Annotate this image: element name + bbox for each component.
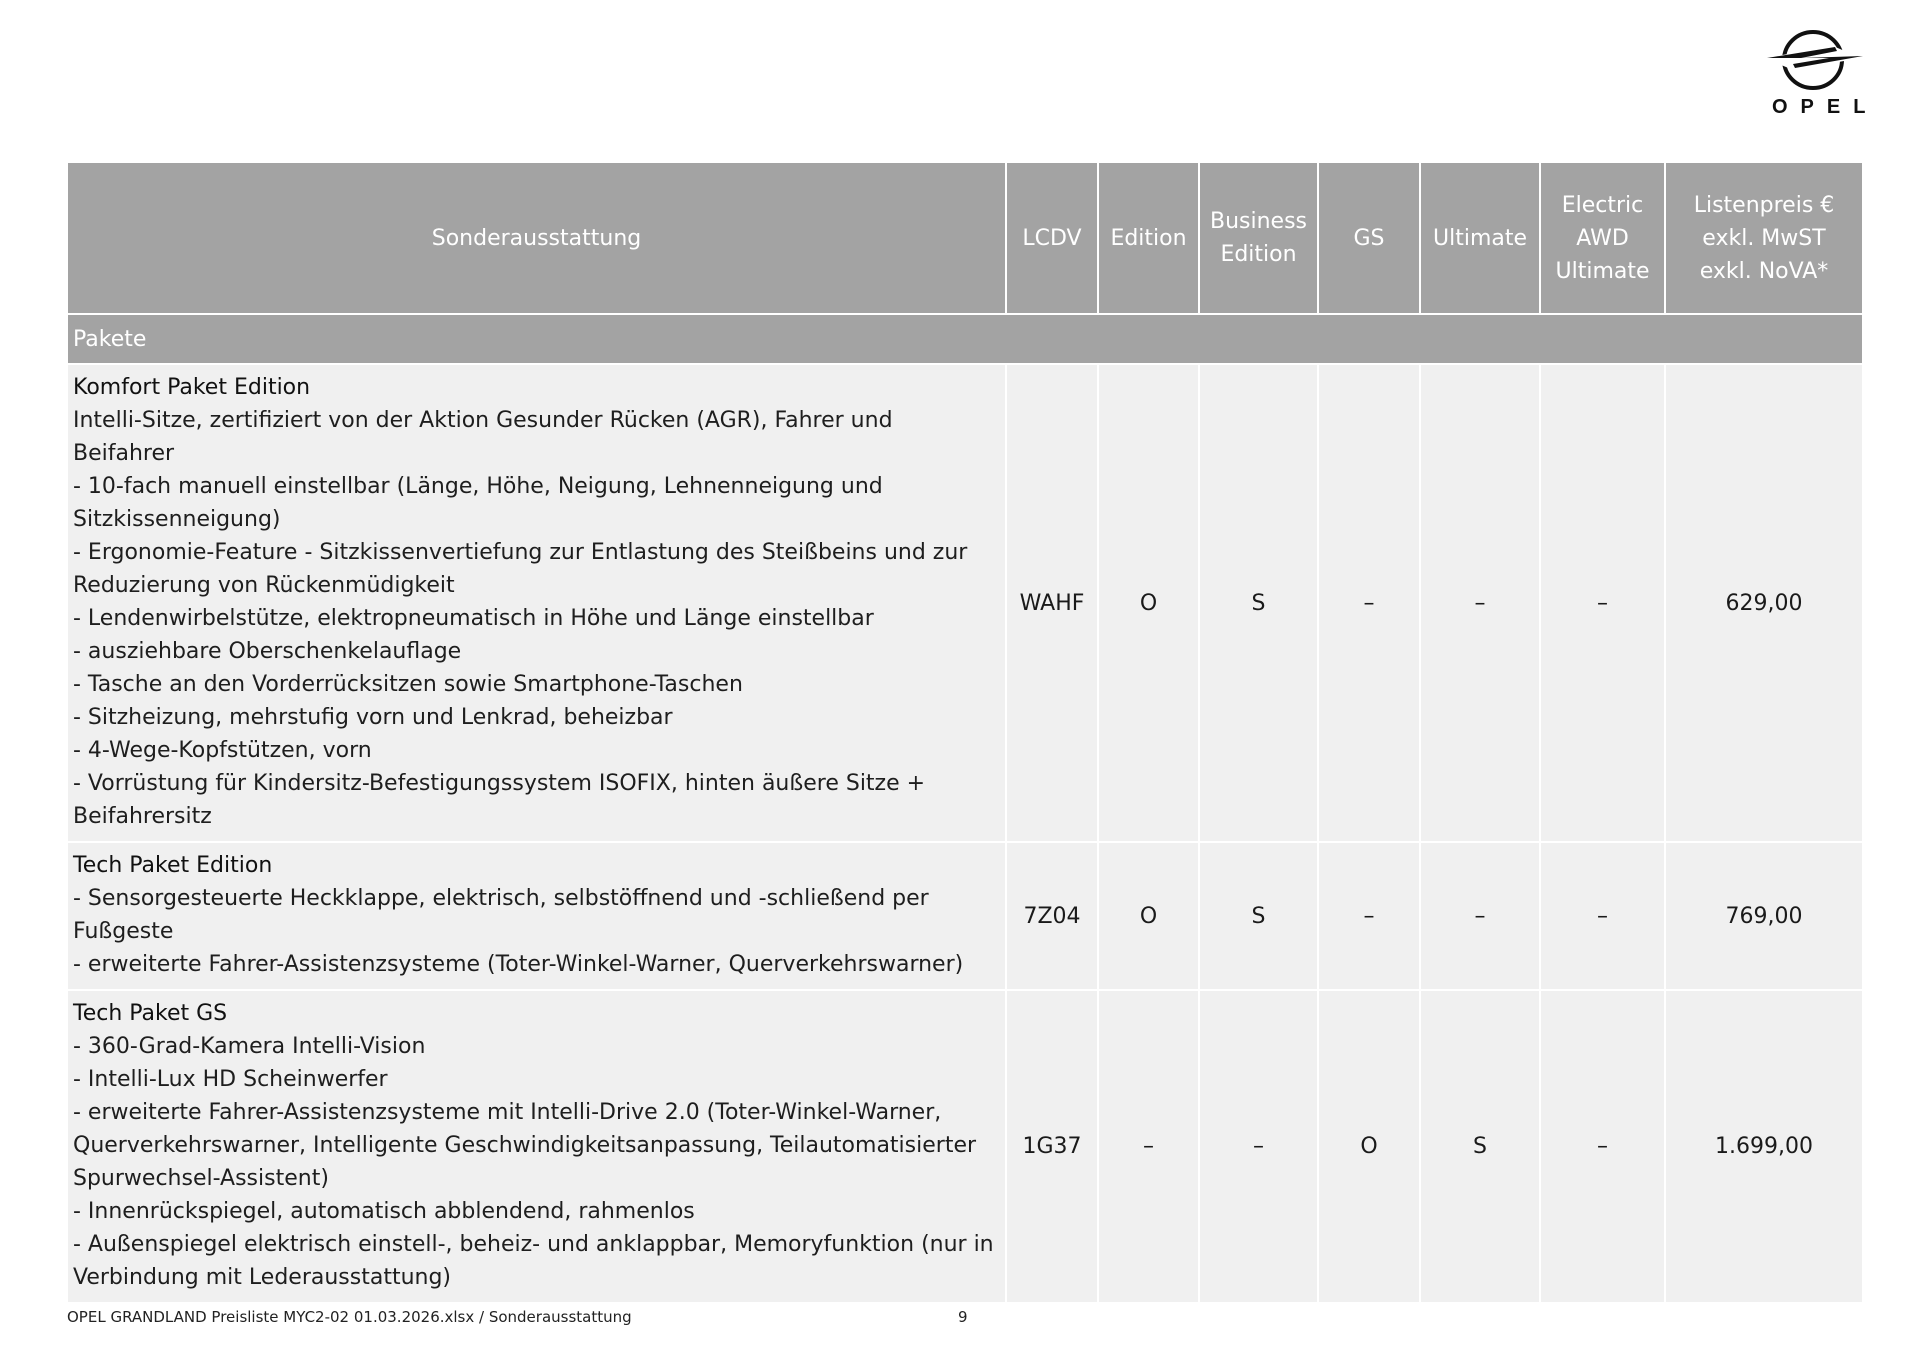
table-row [68, 842, 1863, 990]
package-feature-line: - Innenrückspiegel, automatisch abblendend, rahmenlos [73, 1199, 695, 1224]
package-feature-line: - Sitzheizung, mehrstufig vorn und Lenkrad, beheizbar [73, 705, 673, 730]
table-header-row [68, 163, 1863, 314]
package-feature-line: - Außenspiegel elektrisch einstell-, beheiz- und anklappbar, Memoryfunktion (nur in Verbindung mit Lederausstattung) [73, 1232, 994, 1290]
price-table [68, 163, 1864, 1304]
cell-gs: O [1318, 990, 1420, 1303]
package-feature-line: - 360-Grad-Kamera Intelli-Vision [73, 1034, 426, 1059]
package-feature-line: - ausziehbare Oberschenkelauflage [73, 639, 462, 664]
package-feature-line: - Intelli-Lux HD Scheinwerfer [73, 1067, 388, 1092]
opel-blitz-icon [1763, 28, 1867, 92]
header-electric-awd-ultimate: Electric AWD Ultimate [1540, 163, 1665, 314]
cell-business-edition: S [1199, 842, 1318, 990]
cell-business-edition: – [1199, 990, 1318, 1303]
cell-price: 1.699,00 [1665, 990, 1863, 1303]
package-feature-line: - Ergonomie-Feature - Sitzkissenvertiefung zur Entlastung des Steißbeins und zur Reduzierung von Rückenmüdigkeit [73, 540, 968, 598]
package-description [68, 990, 1006, 1303]
cell-gs: – [1318, 364, 1420, 842]
package-title: Komfort Paket Edition [73, 375, 311, 400]
table-row [68, 364, 1863, 842]
package-feature-line: - 10-fach manuell einstellbar (Länge, Höhe, Neigung, Lehnenneigung und Sitzkissenneigung) [73, 474, 883, 532]
brand-wordmark: OPEL [1772, 96, 1879, 118]
package-feature-line: - erweiterte Fahrer-Assistenzsysteme mit Intelli-Drive 2.0 (Toter-Winkel-Warner, Querverkehrswarner, Intelligente Geschwindigkeitsanpassung, Teilautomatisierter Spurwechsel-Assistent) [73, 1100, 977, 1191]
package-feature-line: - Vorrüstung für Kindersitz-Befestigungssystem ISOFIX, hinten äußere Sitze + Beifahrersitz [73, 771, 926, 829]
cell-electric-awd-ultimate: – [1540, 990, 1665, 1303]
section-label: Pakete [68, 314, 1863, 364]
cell-price: 629,00 [1665, 364, 1863, 842]
cell-gs: – [1318, 842, 1420, 990]
package-feature-line: - Tasche an den Vorderrücksitzen sowie Smartphone-Taschen [73, 672, 743, 697]
footer-source: OPEL GRANDLAND Preisliste MYC2-02 01.03.2026.xlsx / Sonderausstattung [67, 1308, 632, 1326]
header-business-edition: Business Edition [1199, 163, 1318, 314]
cell-ultimate: – [1420, 842, 1540, 990]
cell-edition: O [1098, 842, 1199, 990]
page-number: 9 [958, 1308, 968, 1326]
package-description [68, 842, 1006, 990]
package-feature-line: - 4-Wege-Kopfstützen, vorn [73, 738, 372, 763]
cell-lcdv: WAHF [1006, 364, 1098, 842]
header-price: Listenpreis € exkl. MwST exkl. NoVA* [1665, 163, 1863, 314]
header-description: Sonderausstattung [68, 163, 1006, 314]
package-feature-line: - Sensorgesteuerte Heckklappe, elektrisch, selbstöffnend und -schließend per Fußgeste [73, 886, 929, 944]
cell-edition: – [1098, 990, 1199, 1303]
cell-ultimate: – [1420, 364, 1540, 842]
table-row [68, 990, 1863, 1303]
package-title: Tech Paket GS [73, 1001, 228, 1026]
opel-logo [1760, 28, 1879, 124]
header-edition: Edition [1098, 163, 1199, 314]
header-lcdv: LCDV [1006, 163, 1098, 314]
cell-lcdv: 1G37 [1006, 990, 1098, 1303]
section-row [68, 314, 1863, 364]
cell-price: 769,00 [1665, 842, 1863, 990]
header-gs: GS [1318, 163, 1420, 314]
cell-edition: O [1098, 364, 1199, 842]
package-feature-line: - erweiterte Fahrer-Assistenzsysteme (Toter-Winkel-Warner, Querverkehrswarner) [73, 952, 964, 977]
cell-electric-awd-ultimate: – [1540, 842, 1665, 990]
cell-lcdv: 7Z04 [1006, 842, 1098, 990]
cell-ultimate: S [1420, 990, 1540, 1303]
cell-electric-awd-ultimate: – [1540, 364, 1665, 842]
cell-business-edition: S [1199, 364, 1318, 842]
package-title: Tech Paket Edition [73, 853, 273, 878]
header-ultimate: Ultimate [1420, 163, 1540, 314]
package-feature-line: - Lendenwirbelstütze, elektropneumatisch in Höhe und Länge einstellbar [73, 606, 874, 631]
package-feature-line: Intelli-Sitze, zertifiziert von der Aktion Gesunder Rücken (AGR), Fahrer und Beifahrer [73, 408, 893, 466]
package-description [68, 364, 1006, 842]
